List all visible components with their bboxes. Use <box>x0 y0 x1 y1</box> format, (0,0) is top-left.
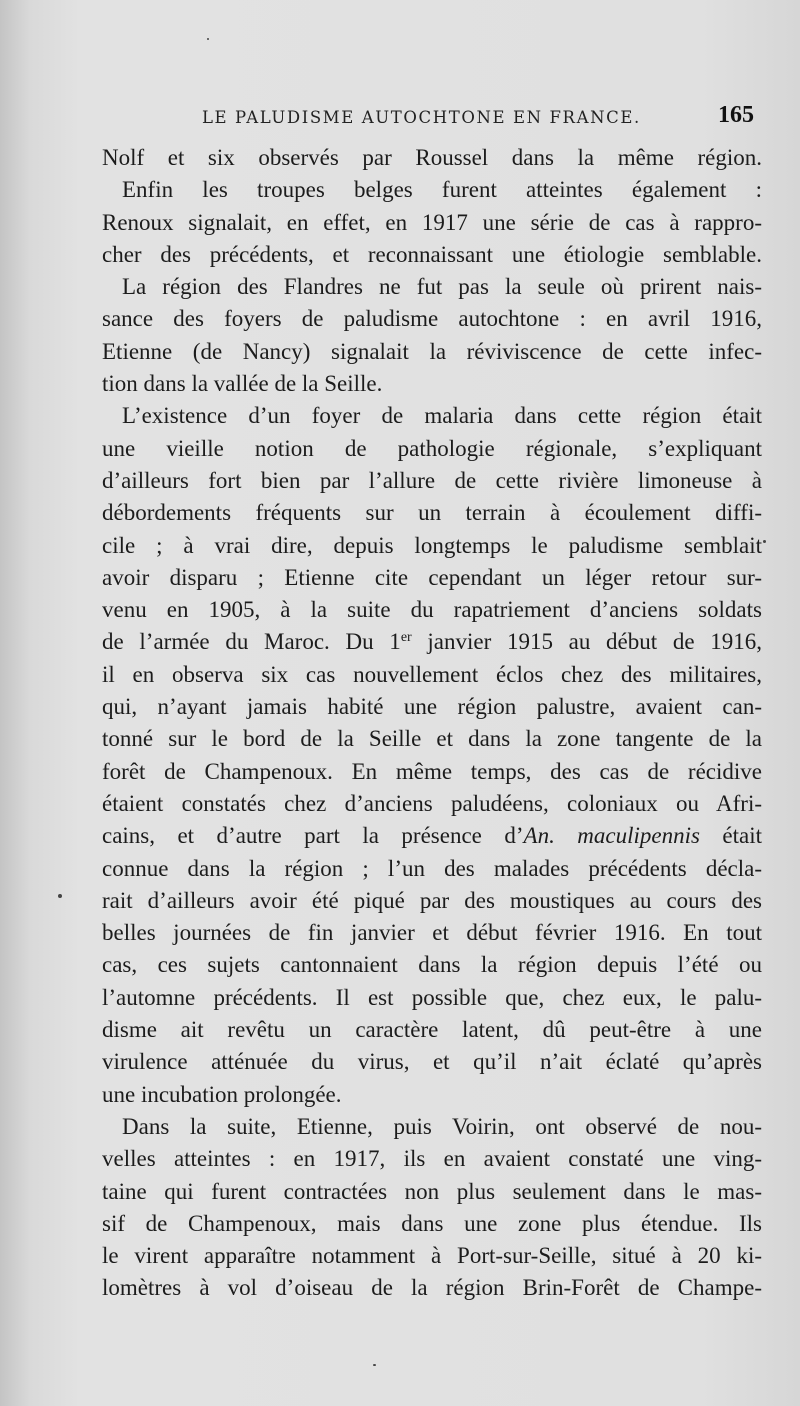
text-line: avoir disparu ; Etienne cite cependant un léger retour sur- <box>102 564 762 590</box>
text-line: lomètres à vol d’oiseau de la région Brin-Forêt de Champe- <box>102 1275 762 1301</box>
text-line: Dans la suite, Etienne, puis Voirin, ont observé de nou- <box>122 1113 762 1139</box>
text-line: L’existence d’un foyer de malaria dans cette région était <box>122 403 762 429</box>
text-line: d’ailleurs fort bien par l’allure de cette rivière limoneuse à <box>102 467 762 493</box>
text-line: qui, n’ayant jamais habité une région palustre, avaient can- <box>102 694 762 720</box>
text-line: débordements fréquents sur un terrain à écoulement diffi- <box>102 500 762 526</box>
ordinal-superscript: er <box>400 630 412 646</box>
paper-speck <box>373 1364 376 1366</box>
text-fragment: janvier 1915 au début de 1916, <box>411 629 762 655</box>
text-line: forêt de Champenoux. En même temps, des cas de récidive <box>102 758 762 784</box>
text-line: velles atteintes : en 1917, ils en avaient constaté une ving- <box>102 1146 762 1172</box>
text-line: sance des foyers de paludisme autochtone : en avril 1916, <box>102 306 762 332</box>
text-line: venu en 1905, à la suite du rapatriement d’anciens soldats <box>102 597 762 623</box>
text-line: cher des précédents, et reconnaissant une étiologie semblable. <box>102 241 762 267</box>
text-line: taine qui furent contractées non plus seulement dans le mas- <box>102 1178 762 1204</box>
text-line: belles journées de fin janvier et début février 1916. En tout <box>102 920 762 946</box>
text-fragment: de l’armée du Maroc. Du 1 <box>102 629 401 655</box>
text-line: sif de Champenoux, mais dans une zone plus étendue. Ils <box>102 1210 762 1236</box>
text-line <box>102 820 762 852</box>
body-text <box>102 142 762 1305</box>
text-line: cas, ces sujets cantonnaient dans la région depuis l’été ou <box>102 952 762 978</box>
text-line: Etienne (de Nancy) signalait la réviviscence de cette infec- <box>102 338 762 364</box>
paper-speck <box>207 38 209 40</box>
text-line: le virent apparaître notamment à Port-sur-Seille, situé à 20 ki- <box>102 1243 762 1269</box>
text-line: il en observa six cas nouvellement éclos chez des militaires, <box>102 661 762 687</box>
text-line: une vieille notion de pathologie régionale, s’expliquant <box>102 435 762 461</box>
text-fragment: était <box>699 823 762 849</box>
text-line: connue dans la région ; l’un des malades précédents décla- <box>102 855 762 881</box>
text-line: tion dans la vallée de la Seille. <box>102 371 383 397</box>
species-name-italic: An. maculipennis <box>523 823 700 849</box>
text-line: La région des Flandres ne fut pas la seule où prirent nais- <box>122 274 762 300</box>
text-line: Nolf et six observés par Roussel dans la même région. <box>102 145 762 170</box>
text-line: rait d’ailleurs avoir été piqué par des moustiques au cours des <box>102 887 762 913</box>
text-line: une incubation prolongée. <box>102 1081 342 1107</box>
page-number: 165 <box>718 102 754 128</box>
page-header <box>100 104 762 134</box>
text-line: Renoux signalait, en effet, en 1917 une série de cas à rappro- <box>102 209 762 235</box>
text-line: étaient constatés chez d’anciens paludéens, coloniaux ou Afri- <box>102 790 762 816</box>
text-line <box>102 626 762 658</box>
text-line: virulence atténuée du virus, et qu’il n’ait éclaté qu’après <box>102 1049 762 1075</box>
text-line: disme ait revêtu un caractère latent, dû peut-être à une <box>102 1017 762 1043</box>
running-title: LE PALUDISME AUTOCHTONE EN FRANCE. <box>202 108 641 127</box>
text-line: l’automne précédents. Il est possible que, chez eux, le palu- <box>102 984 762 1010</box>
paper-speck <box>763 540 766 543</box>
text-fragment: cains, et d’autre part la présence d’ <box>102 823 524 849</box>
text-line: tonné sur le bord de la Seille et dans la zone tangente de la <box>102 726 762 752</box>
text-line: cile ; à vrai dire, depuis longtemps le paludisme semblait <box>102 532 762 558</box>
text-line: Enfin les troupes belges furent atteintes également : <box>122 177 762 203</box>
paper-speck <box>58 894 62 898</box>
